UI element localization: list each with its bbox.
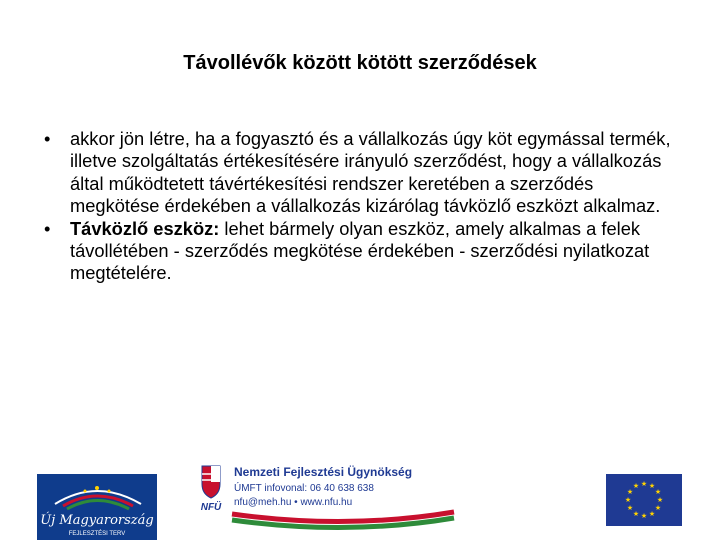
bullet-list <box>44 128 684 285</box>
svg-text:★: ★ <box>626 504 634 512</box>
svg-text:nfu@meh.hu • www.nfu.hu: nfu@meh.hu • www.nfu.hu <box>234 497 353 508</box>
svg-text:Nemzeti Fejlesztési Ügynökség: Nemzeti Fejlesztési Ügynökség <box>234 465 413 479</box>
svg-text:★: ★ <box>632 510 640 518</box>
svg-text:★: ★ <box>640 512 648 520</box>
svg-text:NFÜ: NFÜ <box>200 502 222 513</box>
bullet-term: Távközlő eszköz: <box>70 217 220 239</box>
bullet-marker: • <box>44 128 51 149</box>
bullet-text: akkor jön létre, ha a fogyasztó és a vállalkozás úgy köt egymással termék, illetve szolgáltatás értékesítésére irányuló szerződést, hogy a vállalkozás által működtetett távértékesítési rendszer keretében a szerződés megkötése érdekében a vállalkozás kizárólag távközlő eszközt alkalmaz. <box>70 128 671 217</box>
slide-title: Távollévők között kötött szerződések <box>183 52 537 74</box>
eu-flag-logo <box>606 474 682 526</box>
svg-text:★: ★ <box>626 488 634 496</box>
svg-text:ÚMFT infovonal: 06 40 638 638: ÚMFT infovonal: 06 40 638 638 <box>234 483 374 494</box>
svg-text:★: ★ <box>640 480 648 488</box>
nfu-logo <box>196 460 456 540</box>
svg-text:★: ★ <box>624 496 632 504</box>
bullet-marker: • <box>44 217 51 239</box>
svg-text:★: ★ <box>654 504 662 512</box>
uj-magyarorszag-logo <box>37 474 157 540</box>
svg-text:FEJLESZTÉSI TERV: FEJLESZTÉSI TERV <box>68 531 126 537</box>
svg-text:★: ★ <box>648 510 656 518</box>
svg-text:★: ★ <box>654 488 662 496</box>
svg-text:★: ★ <box>656 496 664 504</box>
bullet-item <box>44 218 684 285</box>
svg-text:★: ★ <box>632 482 640 490</box>
svg-text:★: ★ <box>648 482 656 490</box>
bullet-item <box>44 128 684 218</box>
bullet-text: lehet bármely olyan eszköz, amely alkalmas a felek távollétében - szerződés megkötése érdekében - szerződési nyilatkozat megtételére. <box>70 217 650 284</box>
svg-text:Új Magyarország: Új Magyarország <box>40 513 154 528</box>
